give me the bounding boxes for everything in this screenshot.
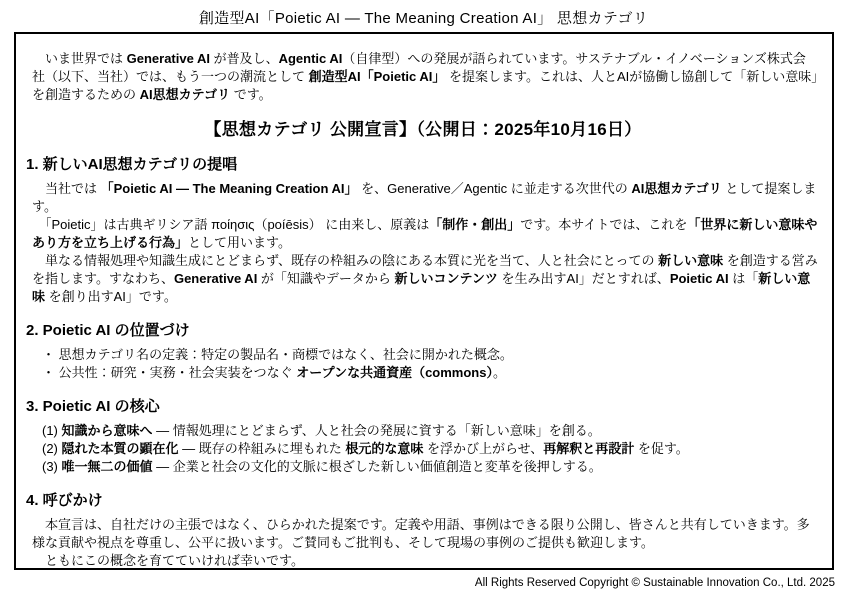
- bullet-item-1: [42, 346, 818, 364]
- declaration-box: [14, 32, 834, 570]
- text-segment: 「世界に新しい意味やあり方を立ち上げる行為」: [32, 217, 818, 250]
- text-segment: AI思想カテゴリ: [631, 181, 722, 196]
- text-segment: です。本サイトでは、これを: [520, 217, 688, 232]
- section-4-paragraph-2: [32, 552, 818, 570]
- text-segment: を生み出すAI」だとすれば、: [497, 271, 670, 286]
- section-3-heading: 3. Poietic AI の核心: [26, 398, 160, 415]
- text-segment: として用います。: [188, 235, 291, 250]
- text-segment: (3): [42, 459, 62, 474]
- text-segment: （自律型）への発展が語られています。サステナブル・イノベーションズ株式会社（以下、当社）では、もう一つの潮流として: [32, 51, 806, 84]
- text-segment: を提案します。これは、人とAIが協働し協創して「新しい意味」を創造するための: [32, 69, 818, 102]
- text-segment: 新しい意味: [32, 271, 811, 304]
- numbered-item-3: [42, 458, 818, 476]
- section-1-heading: 1. 新しいAI思想カテゴリの提唱: [26, 156, 238, 173]
- text-segment: です。: [230, 87, 272, 102]
- copyright-notice: All Rights Reserved Copyright © Sustainable Innovation Co., Ltd. 2025: [474, 577, 835, 589]
- text-segment: 唯一無二の価値: [61, 459, 153, 474]
- text-segment: 再解釈と再設計: [543, 441, 635, 456]
- text-segment: 隠れた本質の顕在化: [61, 441, 179, 456]
- text-segment: AI思想カテゴリ: [139, 87, 231, 102]
- numbered-item-2: [42, 440, 818, 458]
- text-segment: Generative AI: [173, 271, 258, 286]
- section-4-paragraph-1: [32, 516, 818, 552]
- declaration-heading: 【思想カテゴリ 公開宣言】（公開日：2025年10月16日）: [204, 120, 642, 139]
- text-segment: ― 企業と社会の文化的文脈に根ざした新しい価値創造と変革を後押しする。: [152, 459, 602, 474]
- text-segment: 知識から意味へ: [61, 423, 153, 438]
- text-segment: 根元的な意味: [345, 441, 424, 456]
- numbered-item-1: [42, 422, 818, 440]
- text-segment: 単なる情報処理や知識生成にとどまらず、既存の枠組みの陰にある本質に光を当て、人と社会にとっての: [32, 253, 659, 268]
- text-segment: が普及し、: [209, 51, 279, 66]
- text-segment: ― 既存の枠組みに埋もれた: [178, 441, 346, 456]
- text-segment: を創造する営みを指します。すなわち、: [32, 253, 818, 286]
- text-segment: ・ 公共性：研究・実務・社会実装をつなぐ: [42, 365, 297, 380]
- text-segment: 。: [492, 365, 506, 380]
- text-segment: は「: [728, 271, 759, 286]
- text-segment: Generative AI: [126, 51, 210, 66]
- text-segment: 「制作・創出」: [429, 217, 521, 232]
- bullet-item-2: [42, 364, 818, 382]
- text-segment: Agentic AI: [278, 51, 343, 66]
- text-segment: を浮かび上がらせ、: [423, 441, 544, 456]
- text-segment: を創り出すAI」です。: [45, 289, 177, 304]
- section-1-paragraph-3: [32, 252, 818, 306]
- text-segment: ともにこの概念を育てていければ幸いです。: [32, 553, 304, 568]
- text-segment: ― 情報処理にとどまらず、人と社会の発展に資する「新しい意味」を創る。: [152, 423, 601, 438]
- section-2-heading: 2. Poietic AI の位置づけ: [26, 322, 190, 339]
- text-segment: 「Poietic」は古典ギリシア語 ποίησις（poíēsis） に由来し、原義は: [32, 217, 430, 232]
- intro-paragraph: [32, 50, 818, 104]
- text-segment: オープンな共通資産（commons）: [296, 365, 493, 380]
- text-segment: Poietic AI: [669, 271, 729, 286]
- text-segment: を促す。: [634, 441, 689, 456]
- section-4-heading: 4. 呼びかけ: [26, 492, 103, 509]
- text-segment: 新しい意味: [658, 253, 724, 268]
- text-segment: (1): [42, 423, 62, 438]
- text-segment: ・ 思想カテゴリ名の定義：特定の製品名・商標ではなく、社会に開かれた概念。: [42, 347, 513, 362]
- text-segment: (2): [42, 441, 62, 456]
- section-1-paragraph-2: [32, 216, 818, 252]
- text-segment: 創造型AI「Poietic AI」: [308, 69, 446, 84]
- text-segment: を、Generative／Agentic に並走する次世代の: [357, 181, 632, 196]
- section-1-paragraph-1: [32, 180, 818, 216]
- text-segment: が「知識やデータから: [257, 271, 395, 286]
- text-segment: 本宣言は、自社だけの主張ではなく、ひらかれた提案です。定義や用語、事例はできる限り公開し、皆さんと共有していきます。多様な貢献や視点を尊重し、公平に扱います。ご賛同もご批判も、そして現場の事例のご提供も歓迎します。: [32, 517, 810, 550]
- text-segment: いま世界では: [32, 51, 127, 66]
- text-segment: 「Poietic AI — The Meaning Creation AI」: [100, 181, 358, 196]
- text-segment: として提案します。: [32, 181, 817, 214]
- page-title: 創造型AI「Poietic AI — The Meaning Creation AI」 思想カテゴリ: [198, 10, 649, 27]
- text-segment: 当社では: [32, 181, 101, 196]
- text-segment: 新しいコンテンツ: [394, 271, 498, 286]
